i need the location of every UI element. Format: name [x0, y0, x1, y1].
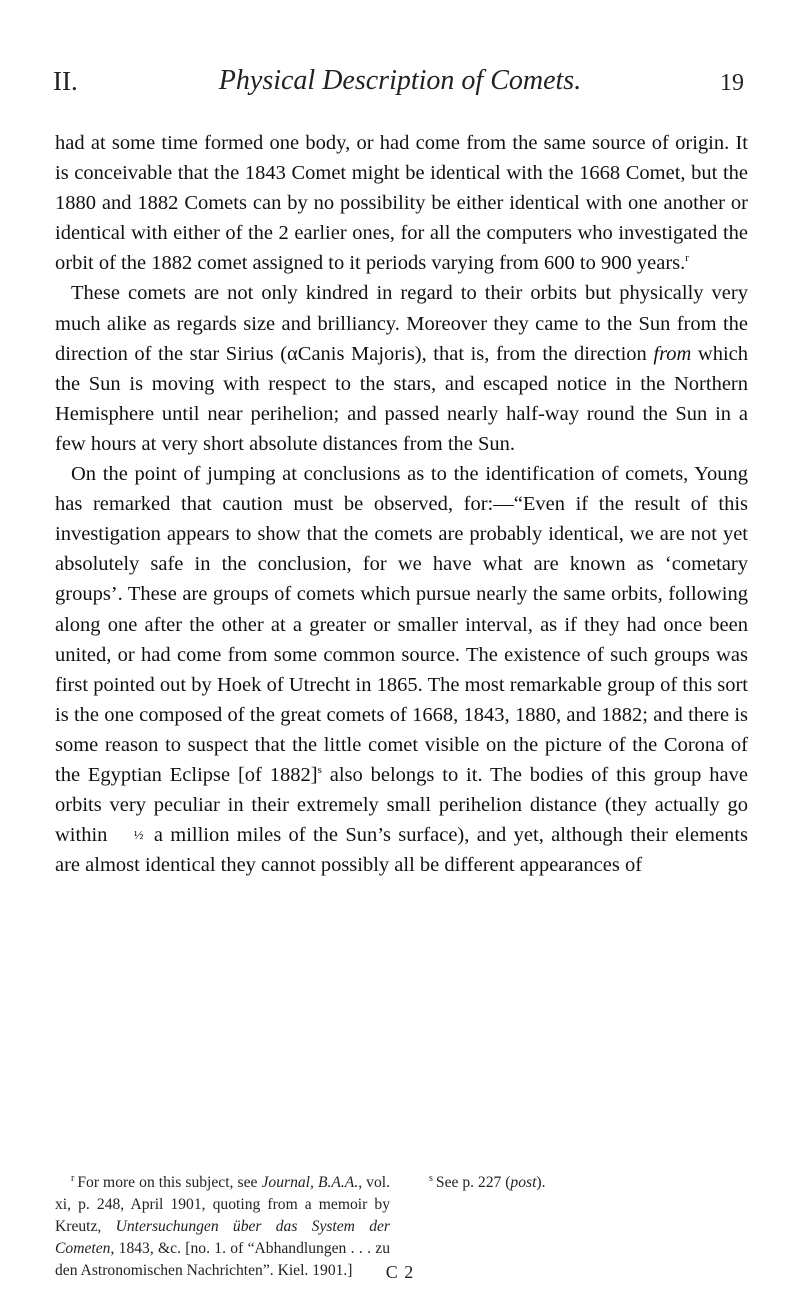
chapter-number: II. — [53, 66, 78, 96]
footnote-mark-r: r — [71, 1173, 75, 1184]
paragraph-1 — [55, 128, 748, 278]
running-title: Physical Description of Comets. — [218, 65, 582, 96]
emphasis-from: from — [653, 342, 692, 365]
footnote-text: , vol. xi, p. 248, April 1901, quoting from a memoir by Kreutz, — [55, 1174, 390, 1235]
greek-alpha: α — [287, 342, 298, 365]
footnote-text: For more on this subject, see — [77, 1174, 262, 1191]
paragraph-text: a million miles of the Sun’s surface), and yet, although their elements are almost identical they cannot possibly all be different appearances of — [55, 824, 748, 877]
footnote-text: ). — [536, 1174, 546, 1191]
printer-signature: C 2 — [385, 1262, 415, 1282]
footnote-ref-r: r — [685, 252, 689, 265]
footnote-text: , 1843, &c. [no. 1. of “Abhandlungen . . . zu den Astronomischen Nachrichten”. Kiel. 1901.] — [55, 1240, 390, 1279]
paragraph-text: had at some time formed one body, or had come from the same source of origin. It is conceivable that the 1843 Comet might be identical with the 1668 Comet, but the 1880 and 1882 Comets can by no possibility be either identical with one another or identical with either of the 2 earlier ones, for all the computers who investigated the orbit of the 1882 comet assigned to it periods varying from 600 to 900 years. — [55, 132, 748, 275]
footnote-mark-s: s — [429, 1173, 433, 1184]
footnote-text: See p. 227 ( — [435, 1174, 511, 1191]
footnote-s — [413, 1172, 748, 1194]
footnote-ref-s: s — [317, 763, 322, 776]
paragraph-text: which the Sun is moving with respect to the stars, and escaped notice in the Northern Hemisphere until near perihelion; and passed nearly half-way round the Sun in a few hours at very short absolute distances from the Sun. — [55, 342, 748, 455]
paragraph-text: Canis Majoris), that is, from the direction — [297, 342, 654, 365]
body-text — [55, 128, 748, 880]
paragraph-text: On the point of jumping at conclusions as to the identification of comets, Young has remarked that caution must be observed, for:—“Even if the result of this investigation appears to show that the comets are probably identical, we are not yet absolutely safe in the conclusion, for we have what are known as ‘cometary groups’. These are groups of comets which pursue nearly the same orbits, following along one after the other at a greater or smaller interval, as if they had once been united, or had come from some common source. The existence of such groups was first pointed out by Hoek of Utrecht in 1865. The most remarkable group of this sort is the one composed of the great comets of 1668, 1843, 1880, and 1882; and there is some reason to suspect that the little comet visible on the picture of the Corona of the Egyptian Eclipse [of 1882] — [55, 463, 748, 786]
page-number: 19 — [720, 70, 744, 96]
paragraph-text: These comets are not only kindred in regard to their orbits but physically very much alike as regards size and brilliancy. Moreover they came to the Sun from the direction of the star Sirius ( — [55, 282, 748, 365]
footnote-work-title: Untersuchungen über das System der Cometen — [55, 1218, 390, 1257]
fraction-half: ½ — [133, 827, 144, 843]
paragraph-text: also belongs to it. The bodies of this group have orbits very peculiar in their extremely small perihelion distance (they actually go within — [55, 763, 748, 847]
running-header — [0, 64, 800, 108]
footnote-journal: Journal, B.A.A. — [261, 1174, 359, 1191]
paragraph-3 — [55, 459, 748, 880]
footnote-post: post — [510, 1174, 537, 1191]
paragraph-2 — [55, 278, 748, 459]
